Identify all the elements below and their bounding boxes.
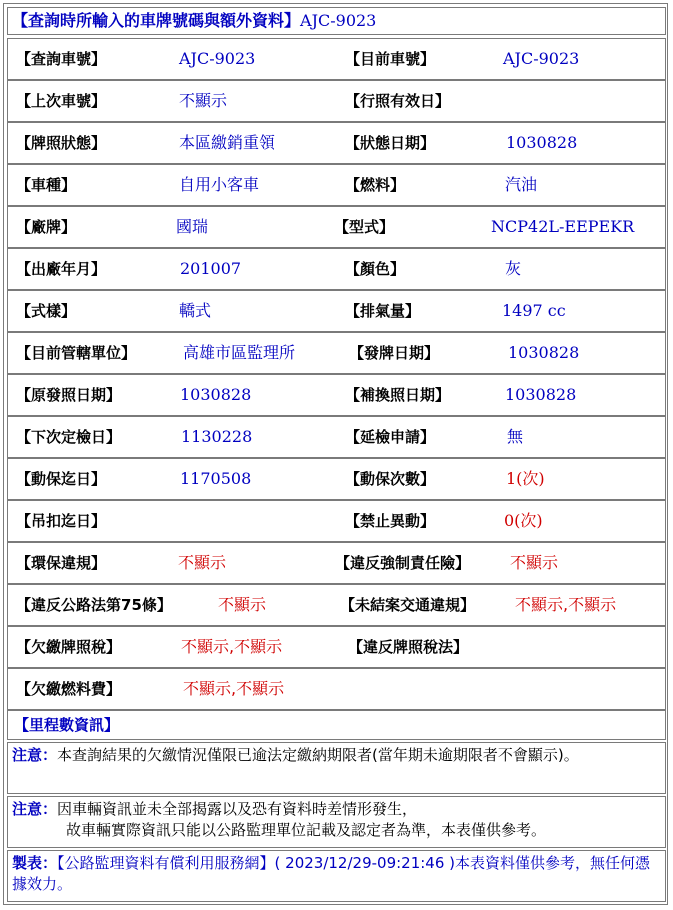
- row-value: 不顯示,不顯示: [183, 679, 285, 698]
- row-label: 【排氣量】: [345, 302, 421, 320]
- row-value: 1030828: [506, 133, 578, 152]
- row-label: 【車種】: [16, 176, 77, 194]
- note-overdue: [7, 742, 666, 794]
- note-tag: 注意：: [12, 746, 58, 764]
- made-timestamp: ( 2023/12/29-09:21:46 ): [274, 854, 456, 872]
- row-label: 【式樣】: [16, 302, 77, 320]
- row-label: 【燃料】: [345, 176, 406, 194]
- row-value: 國瑞: [176, 217, 209, 236]
- table-row: [7, 332, 666, 374]
- note-disclaimer: [7, 796, 666, 848]
- row-label: 【廠牌】: [16, 218, 77, 236]
- table-row: [7, 584, 666, 626]
- table-row: [7, 416, 666, 458]
- row-label: 【行照有效日】: [345, 92, 451, 110]
- row-value: 1030828: [180, 385, 252, 404]
- table-row: [7, 38, 666, 80]
- row-label: 【下次定檢日】: [16, 428, 122, 446]
- row-label: 【顏色】: [345, 260, 406, 278]
- row-value: AJC-9023: [503, 49, 580, 68]
- table-row: [7, 500, 666, 542]
- row-value: 1(次): [506, 469, 545, 488]
- row-value: 1497 cc: [502, 301, 566, 320]
- table-row: [7, 206, 666, 248]
- row-label: 【上次車號】: [16, 92, 107, 110]
- row-value: 灰: [505, 259, 522, 278]
- row-value: 1130228: [181, 427, 253, 446]
- row-label: 【欠繳燃料費】: [16, 680, 122, 698]
- row-label: 【未結案交通違規】: [340, 596, 476, 614]
- row-value: 本區繳銷重領: [179, 133, 276, 152]
- row-label: 【目前車號】: [345, 50, 436, 68]
- row-value: 不顯示: [510, 553, 559, 572]
- title-plate: AJC-9023: [300, 11, 377, 30]
- row-label: 【違反強制責任險】: [335, 554, 471, 572]
- row-label: 【違反公路法第75條】: [16, 596, 172, 614]
- row-value: 1170508: [180, 469, 252, 488]
- table-row: [7, 626, 666, 668]
- row-label: 【禁止異動】: [345, 512, 436, 530]
- row-value: AJC-9023: [179, 49, 256, 68]
- table-row: [7, 122, 666, 164]
- row-value: 1030828: [508, 343, 580, 362]
- row-label: 【牌照狀態】: [16, 134, 107, 152]
- row-value: 轎式: [179, 301, 212, 320]
- page-title: [7, 7, 666, 35]
- row-label: 【補換照日期】: [345, 386, 451, 404]
- note-made-by: [7, 850, 666, 902]
- row-value: 自用小客車: [179, 175, 260, 194]
- table-row: [7, 668, 666, 710]
- note-tag: 注意：: [12, 800, 58, 818]
- row-value: 不顯示: [179, 91, 228, 110]
- made-source-link[interactable]: 【公路監理資料有償利用服務網】: [57, 854, 275, 872]
- row-label: 【違反牌照稅法】: [348, 638, 469, 656]
- table-row: [7, 80, 666, 122]
- title-prefix: 【查詢時所輸入的車牌號碼與額外資料】: [12, 11, 301, 30]
- row-label: 【欠繳牌照稅】: [16, 638, 122, 656]
- row-value: 無: [507, 427, 524, 446]
- note-text: 因車輛資訊並未全部揭露以及恐有資料時差情形發生，: [57, 800, 418, 818]
- table-row: [7, 290, 666, 332]
- row-value: 不顯示: [178, 553, 227, 572]
- row-label: 【動保迄日】: [16, 470, 107, 488]
- row-label: 【環保違規】: [16, 554, 107, 572]
- made-tag: 製表：: [12, 854, 58, 872]
- row-value: 201007: [180, 259, 242, 278]
- row-label: 【延檢申請】: [345, 428, 436, 446]
- row-value: 0(次): [504, 511, 543, 530]
- row-label: 【型式】: [334, 218, 395, 236]
- row-value: 1030828: [505, 385, 577, 404]
- row-label: 【吊扣迄日】: [16, 512, 107, 530]
- row-label: 【原發照日期】: [16, 386, 122, 404]
- table-row: [7, 542, 666, 584]
- row-label: 【狀態日期】: [345, 134, 436, 152]
- row-label: 【查詢車號】: [16, 50, 107, 68]
- row-label: 【出廠年月】: [16, 260, 107, 278]
- table-row: [7, 374, 666, 416]
- row-value: 不顯示,不顯示: [515, 595, 617, 614]
- row-value: 不顯示,不顯示: [181, 637, 283, 656]
- table-row: [7, 248, 666, 290]
- row-label: 【目前管轄單位】: [16, 344, 137, 362]
- note-text: 本查詢結果的欠繳情況僅限已逾法定繳納期限者(當年期未逾期限者不會顯示)。: [57, 746, 579, 764]
- row-value: 汽油: [505, 175, 538, 194]
- row-value: NCP42L-EEPEKR: [491, 217, 635, 236]
- mileage-info-heading: 【里程數資訊】: [7, 710, 666, 740]
- made-text: 本表資料僅供參考，無任何憑據效力。: [12, 854, 651, 893]
- row-value: 高雄市區監理所: [183, 343, 296, 362]
- row-label: 【動保次數】: [345, 470, 436, 488]
- note-text-line: 故車輛實際資訊只能以公路監理單位記載及認定者為準，本表僅供參考。: [66, 821, 547, 839]
- row-value: 不顯示: [218, 595, 267, 614]
- table-row: [7, 458, 666, 500]
- table-row: [7, 164, 666, 206]
- row-label: 【發牌日期】: [349, 344, 440, 362]
